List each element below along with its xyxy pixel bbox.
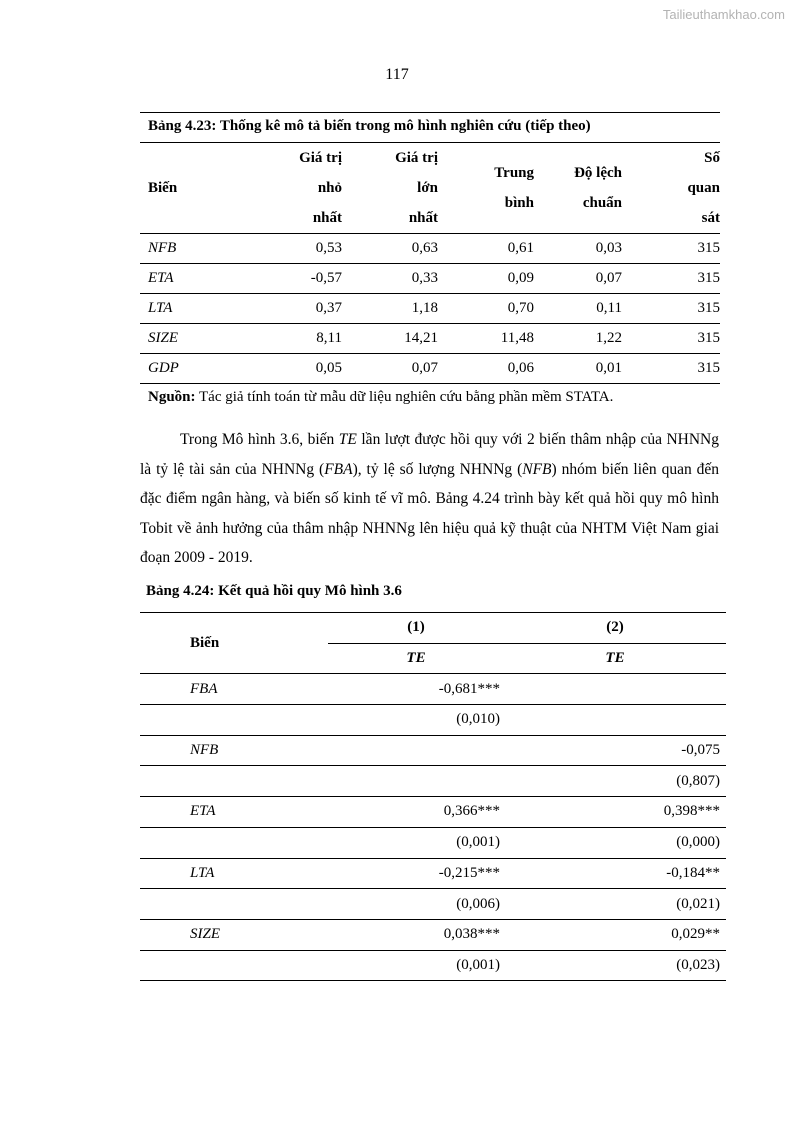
descriptive-stats-table	[140, 112, 720, 406]
cell-var: SIZE	[140, 324, 240, 354]
header-col1: (1)	[407, 619, 425, 636]
cell-var: NFB	[140, 735, 328, 766]
cell-n: 315	[622, 354, 720, 384]
table-row	[140, 950, 726, 981]
cell-var: NFB	[140, 234, 240, 264]
cell-max: 0,07	[342, 354, 438, 384]
header-sd: Độ lệch chuẩn	[574, 165, 622, 211]
table-row	[140, 766, 726, 797]
cell-col1: -0,681***	[328, 674, 504, 705]
cell-col2: 0,029**	[504, 919, 726, 950]
page-number: 117	[385, 66, 409, 83]
cell-var: FBA	[140, 674, 328, 705]
table-row	[140, 919, 726, 950]
header-var: Biến	[148, 179, 178, 196]
cell-col2: (0,807)	[504, 766, 726, 797]
table-row	[140, 735, 726, 766]
cell-min: 8,11	[240, 324, 342, 354]
header-n: Số quan sát	[687, 150, 720, 226]
cell-mean: 11,48	[438, 324, 534, 354]
cell-var	[140, 705, 328, 736]
cell-var: ETA	[140, 797, 328, 828]
cell-col1: (0,001)	[328, 827, 504, 858]
cell-sd: 0,01	[534, 354, 622, 384]
cell-sd: 1,22	[534, 324, 622, 354]
table-row	[140, 264, 720, 294]
cell-col1: (0,010)	[328, 705, 504, 736]
cell-col1: 0,366***	[328, 797, 504, 828]
cell-min: 0,37	[240, 294, 342, 324]
header-dep1: TE	[328, 643, 504, 674]
header-var: Biến	[190, 634, 220, 651]
cell-n: 315	[622, 264, 720, 294]
table-4-23-title: Bảng 4.23: Thống kê mô tả biến trong mô hình nghiên cứu (tiếp theo)	[140, 112, 720, 143]
cell-n: 315	[622, 294, 720, 324]
table-row	[140, 294, 720, 324]
cell-n: 315	[622, 234, 720, 264]
table-row	[140, 354, 720, 384]
cell-col2	[504, 705, 726, 736]
cell-min: 0,05	[240, 354, 342, 384]
cell-var: GDP	[140, 354, 240, 384]
header-mean: Trung bình	[494, 165, 534, 211]
cell-col2: (0,021)	[504, 889, 726, 920]
table-row	[140, 827, 726, 858]
cell-var	[140, 889, 328, 920]
cell-mean: 0,09	[438, 264, 534, 294]
header-max: Giá trị lớn nhất	[395, 150, 438, 226]
cell-var	[140, 950, 328, 981]
cell-sd: 0,11	[534, 294, 622, 324]
cell-n: 315	[622, 324, 720, 354]
table-row	[140, 889, 726, 920]
header-col2: (2)	[606, 619, 624, 636]
cell-col1	[328, 766, 504, 797]
cell-col2: -0,075	[504, 735, 726, 766]
table-row	[140, 674, 726, 705]
cell-col1: (0,001)	[328, 950, 504, 981]
table-row	[140, 858, 726, 889]
cell-var: SIZE	[140, 919, 328, 950]
cell-col2: 0,398***	[504, 797, 726, 828]
cell-max: 0,63	[342, 234, 438, 264]
cell-var: ETA	[140, 264, 240, 294]
table-row	[140, 324, 720, 354]
regression-table	[140, 612, 726, 981]
cell-col1: (0,006)	[328, 889, 504, 920]
cell-min: -0,57	[240, 264, 342, 294]
cell-col2: (0,000)	[504, 827, 726, 858]
table-row	[140, 705, 726, 736]
cell-mean: 0,06	[438, 354, 534, 384]
cell-col1: 0,038***	[328, 919, 504, 950]
table-4-24-title: Bảng 4.24: Kết quả hồi quy Mô hình 3.6	[146, 583, 402, 599]
cell-col2	[504, 674, 726, 705]
cell-sd: 0,07	[534, 264, 622, 294]
cell-var: LTA	[140, 858, 328, 889]
table-4-24	[140, 612, 726, 981]
cell-sd: 0,03	[534, 234, 622, 264]
table-row	[140, 234, 720, 264]
cell-col2: (0,023)	[504, 950, 726, 981]
cell-col2: -0,184**	[504, 858, 726, 889]
cell-max: 0,33	[342, 264, 438, 294]
header-dep2: TE	[504, 643, 726, 674]
cell-col1: -0,215***	[328, 858, 504, 889]
cell-max: 14,21	[342, 324, 438, 354]
table-4-23	[140, 143, 720, 384]
table-4-23-source: Nguồn: Tác giả tính toán từ mẫu dữ liệu nghiên cứu bằng phần mềm STATA.	[148, 389, 614, 405]
watermark: Tailieuthamkhao.com	[662, 7, 785, 22]
cell-min: 0,53	[240, 234, 342, 264]
cell-mean: 0,70	[438, 294, 534, 324]
header-min: Giá trị nhỏ nhất	[299, 150, 342, 226]
cell-max: 1,18	[342, 294, 438, 324]
cell-col1	[328, 735, 504, 766]
table-row	[140, 797, 726, 828]
cell-var	[140, 766, 328, 797]
cell-mean: 0,61	[438, 234, 534, 264]
body-paragraph: Trong Mô hình 3.6, biến TE lần lượt được hồi quy với 2 biến thâm nhập của NHNNg là tỷ lệ tài sản của NHNNg (FBA), tỷ lệ số lượng NHNNg (NFB) nhóm biến liên quan đến đặc điểm ngân hàng, và biến số kinh tế vĩ mô. Bảng 4.24 trình bày kết quả hồi quy mô hình Tobit về ảnh hưởng của thâm nhập NHNNg lên hiệu quả kỹ thuật của NHTM Việt Nam giai đoạn 2009 - 2019.	[140, 431, 719, 566]
cell-var	[140, 827, 328, 858]
cell-var: LTA	[140, 294, 240, 324]
